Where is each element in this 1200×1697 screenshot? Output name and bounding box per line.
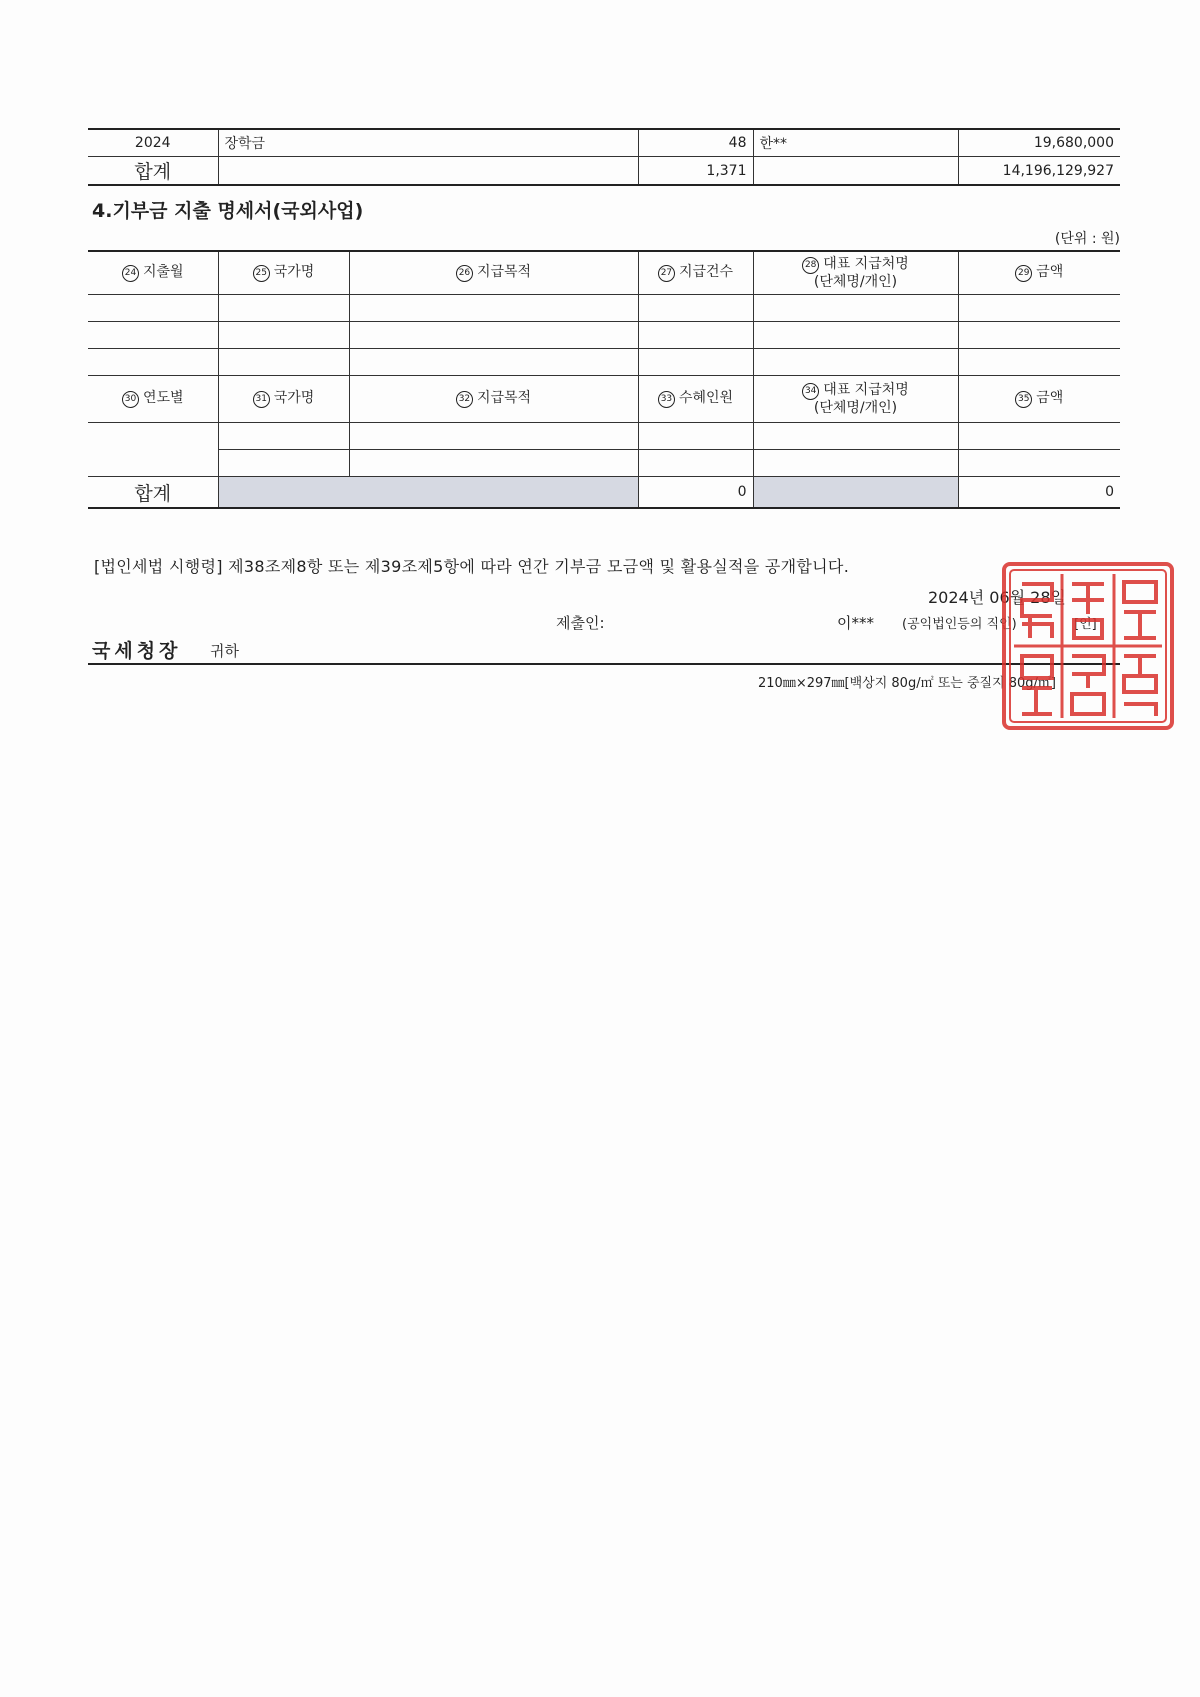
header-row bbox=[88, 251, 1120, 295]
circled-number: 29 bbox=[1015, 265, 1032, 282]
header-payee: 34 대표 지급처명 (단체명/개인) bbox=[753, 376, 958, 423]
circled-number: 27 bbox=[658, 265, 675, 282]
shaded-cell bbox=[218, 477, 638, 509]
table-row bbox=[88, 157, 1120, 186]
total-row bbox=[88, 477, 1120, 509]
amount-cell: 14,196,129,927 bbox=[958, 157, 1120, 186]
total-count: 0 bbox=[638, 477, 753, 509]
year-cell: 2024 bbox=[88, 129, 218, 157]
table-row bbox=[88, 295, 1120, 322]
header-amount: 35 금액 bbox=[958, 376, 1120, 423]
submission-date: 2024년 06월 28일 bbox=[928, 588, 1066, 607]
total-label: 합계 bbox=[88, 157, 218, 186]
count-cell: 48 bbox=[638, 129, 753, 157]
header-payee: 28 대표 지급처명 (단체명/개인) bbox=[753, 251, 958, 295]
header-row bbox=[88, 376, 1120, 423]
circled-number: 25 bbox=[253, 265, 270, 282]
circled-number: 26 bbox=[456, 265, 473, 282]
header-country: 25 국가명 bbox=[218, 251, 349, 295]
header-year: 30 연도별 bbox=[88, 376, 218, 423]
paper-spec: 210㎜×297㎜[백상지 80g/㎡ 또는 중질지 80g/㎡] bbox=[758, 676, 1057, 691]
submitter-name: 이*** bbox=[837, 614, 874, 632]
header-beneficiaries: 33 수혜인원 bbox=[638, 376, 753, 423]
circled-number: 30 bbox=[122, 391, 139, 408]
circled-number: 31 bbox=[253, 391, 270, 408]
table-row bbox=[88, 423, 1120, 450]
circled-number: 24 bbox=[122, 265, 139, 282]
seal-mark: [인] bbox=[1074, 617, 1097, 632]
legal-notice: [법인세법 시행령] 제38조제8항 또는 제39조제5항에 따라 연간 기부금 모금액 및 활용실적을 공개합니다. bbox=[94, 557, 850, 576]
submitter-role: (공익법인등의 직인) bbox=[902, 617, 1017, 632]
header-count: 27 지급건수 bbox=[638, 251, 753, 295]
submitter-label: 제출인: bbox=[556, 614, 605, 632]
header-purpose: 32 지급목적 bbox=[349, 376, 638, 423]
expenditure-table bbox=[88, 250, 1120, 509]
table-row bbox=[88, 322, 1120, 349]
circled-number: 33 bbox=[658, 391, 675, 408]
recipient-cell bbox=[753, 157, 958, 186]
total-label: 합계 bbox=[88, 477, 218, 509]
recipient-name: 국세청장 bbox=[92, 640, 182, 662]
shaded-cell bbox=[753, 477, 958, 509]
header-country: 31 국가명 bbox=[218, 376, 349, 423]
section-title: 4.기부금 지출 명세서(국외사업) bbox=[92, 200, 364, 222]
circled-number: 32 bbox=[456, 391, 473, 408]
official-seal-icon bbox=[1000, 560, 1176, 732]
unit-label: (단위 : 원) bbox=[1054, 231, 1120, 247]
count-cell: 1,371 bbox=[638, 157, 753, 186]
purpose-cell bbox=[218, 157, 638, 186]
header-amount: 29 금액 bbox=[958, 251, 1120, 295]
recipient-suffix: 귀하 bbox=[210, 642, 239, 660]
divider bbox=[88, 663, 1120, 665]
circled-number: 35 bbox=[1015, 391, 1032, 408]
header-purpose: 26 지급목적 bbox=[349, 251, 638, 295]
circled-number: 34 bbox=[802, 383, 819, 400]
table-row bbox=[88, 129, 1120, 157]
table-row bbox=[88, 450, 1120, 477]
amount-cell: 19,680,000 bbox=[958, 129, 1120, 157]
purpose-cell: 장학금 bbox=[218, 129, 638, 157]
total-amount: 0 bbox=[958, 477, 1120, 509]
summary-table bbox=[88, 128, 1120, 186]
header-month: 24 지출월 bbox=[88, 251, 218, 295]
table-row bbox=[88, 349, 1120, 376]
circled-number: 28 bbox=[802, 257, 819, 274]
recipient-cell: 한** bbox=[753, 129, 958, 157]
